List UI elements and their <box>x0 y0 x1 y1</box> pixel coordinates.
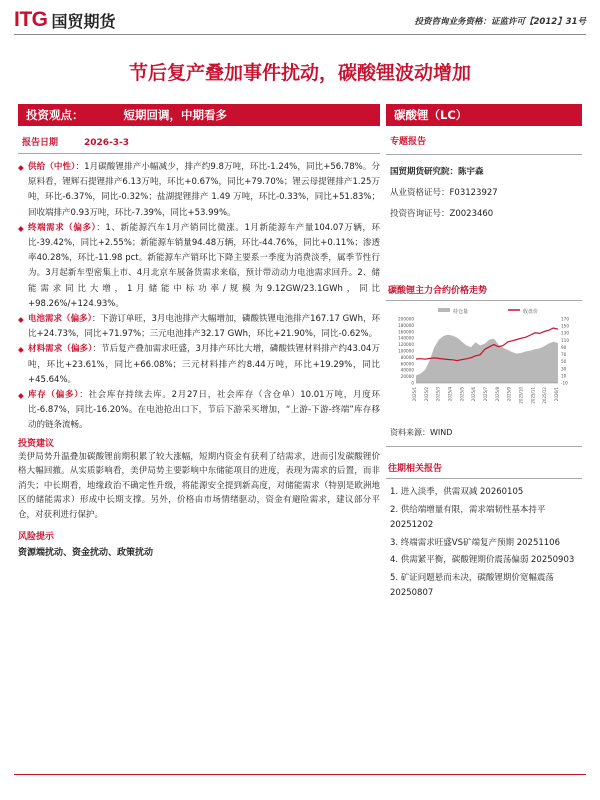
x-tick-label: 2025/4 <box>447 387 453 402</box>
x-tick-label: 2025/5 <box>459 387 465 402</box>
y-tick-right: 90 <box>561 344 567 350</box>
y-tick-left: 100000 <box>398 348 414 354</box>
qualification-text: 投资咨询业务资格：证监许可【2012】31号 <box>414 17 586 27</box>
y-tick-right: 170 <box>561 316 569 322</box>
bullet-label: 库存（偏多） <box>28 390 80 401</box>
y-tick-right: 50 <box>561 359 567 365</box>
y-tick-right: 70 <box>561 352 567 358</box>
product-bar: 碳酸锂（LC） <box>386 104 582 126</box>
bullet-supply <box>18 160 380 221</box>
page-header <box>0 0 600 40</box>
special-report-divider <box>386 154 582 155</box>
cert-line <box>386 186 582 198</box>
investment-view-bar <box>18 104 380 126</box>
x-tick-label: 2025/10 <box>518 387 524 404</box>
y-tick-right: 150 <box>561 323 569 329</box>
report-date <box>18 135 380 148</box>
risk-heading: 风险提示 <box>18 531 55 542</box>
related-reports-heading: 往期相关报告 <box>388 464 443 474</box>
y-tick-left: 160000 <box>398 329 414 335</box>
investment-view-text: 短期回调，中期看多 <box>123 108 227 122</box>
x-tick-label: 2025/7 <box>483 387 488 402</box>
bullet-text: ：1、新能源汽车1月产销同比微涨。1月新能源车产量104.07万辆，环比-39.42%，同比+2.55%；新能源车销量94.48万辆，环比-44.76%，同比+0.11%；渗透率40.28%，环比-11.98 pct。新能源车产销环比下降主要系一季度为消费淡季，属季节性行为。3月起新车型密集上市、4月北京车展备货需求来临，预计带动动力电池需求回升。2、储能需求同比大增，1月储能中标功率/规模为9.12GW/23.1GWh，同比+98.26%/+124.93%。 <box>28 222 380 309</box>
price-chart <box>386 305 582 417</box>
y-tick-left: 200000 <box>398 316 414 322</box>
bullet-battery-demand <box>18 312 380 342</box>
y-tick-left: 40000 <box>400 367 414 373</box>
x-tick-label: 2025/11 <box>530 387 536 404</box>
date-divider <box>18 153 380 154</box>
report-date-label: 报告日期 <box>22 138 59 148</box>
x-tick-label: 2025/6 <box>471 387 477 402</box>
report-title: 节后复产叠加事件扰动，碳酸锂波动增加 <box>128 62 471 84</box>
analyst-label: 国贸期货研究院： <box>390 167 459 177</box>
chart-title: 碳酸锂主力合约价格走势 <box>388 286 488 296</box>
bullet-list <box>18 160 380 434</box>
x-tick-label: 2025/1 <box>412 387 417 402</box>
y-tick-left: 180000 <box>398 322 414 328</box>
bullet-label: 电池需求（偏多） <box>28 314 92 325</box>
bullet-inventory <box>18 388 380 434</box>
right-column <box>386 104 582 604</box>
investment-view-label: 投资观点： <box>26 108 84 122</box>
y-tick-left: 60000 <box>400 361 414 367</box>
risk-body: 资源端扰动、资金扰动、政策扰动 <box>18 547 154 558</box>
investment-view-heading: 投资建议 <box>18 438 55 449</box>
company-logo <box>14 8 116 32</box>
bullet-text: ：1月碳酸锂排产小幅减少，排产约9.8万吨，环比-1.24%，同比+56.78%。分原料看，锂辉石提锂排产6.13万吨，环比+0.67%，同比+79.70%；锂云母提锂排产1.25万吨，环比-6.37%，同比-0.32%；盐湖提锂排产 1.49 万吨，环比-0.33%，同比+51.83%；回收端排产0.93万吨，环比-7.39%，同比+53.99%。 <box>28 162 380 218</box>
x-tick-label: 2025/2 <box>423 387 429 402</box>
x-tick-label: 2026/1 <box>554 387 559 402</box>
cert-value: F03123927 <box>449 188 498 198</box>
y-tick-right: -10 <box>561 380 568 386</box>
left-column <box>18 104 380 558</box>
logo-company-name: 国贸期货 <box>51 11 116 31</box>
x-tick-label: 2025/12 <box>542 387 548 404</box>
bullet-label: 供给（中性） <box>28 162 76 172</box>
investment-view-body: 美伊局势升温叠加碳酸锂前期积累了较大涨幅，短期内资金有获利了结需求，进而引发碳酸锂价格大幅回撤。从实质影响看，美伊局势主要影响中东储能项目的进度，表现为需求的后置，而非消失；中长期看，地缘政治不确定性升级，将能源安全提到新高度，对储能需求（特别是欧洲地区的储能需求）形成中长期支撑。另外，价格由市场情绪驱动，资金有避险需求，建议部分平仓，对获利进行保护。 <box>18 451 380 521</box>
price-chart-svg <box>386 305 582 417</box>
y-tick-left: 20000 <box>400 374 414 380</box>
legend-label-volume: 持仓量 <box>453 309 469 315</box>
y-tick-left: 0 <box>411 380 414 386</box>
y-tick-left: 140000 <box>398 335 414 341</box>
bullet-label: 终端需求（偏多） <box>28 222 97 233</box>
source-divider <box>386 446 582 447</box>
special-report-label: 专题报告 <box>390 137 427 147</box>
related-report-item[interactable]: 2. 供给端增量有限，需求端韧性基本持平 20251202 <box>390 504 546 530</box>
bullet-terminal-demand <box>18 221 380 312</box>
y-tick-right: 10 <box>561 373 567 379</box>
bullet-label: 材料需求（偏多） <box>28 344 93 355</box>
y-tick-left: 80000 <box>400 354 414 360</box>
cert-label: 投资咨询证号： <box>390 209 450 219</box>
header-divider <box>14 34 586 35</box>
series-area-volume <box>416 335 558 383</box>
x-tick-label: 2025/8 <box>494 387 500 402</box>
cert-label: 从业资格证号： <box>390 188 450 198</box>
related-report-item[interactable]: 5. 矿证问题悬而未决，碳酸锂期价宽幅震荡 20250807 <box>390 572 554 598</box>
chart-title-divider <box>386 300 582 301</box>
cert-value: Z0023460 <box>449 209 494 219</box>
related-reports-divider <box>386 478 582 479</box>
bullet-text: ：节后复产叠加需求旺盛，3月排产环比大增，磷酸铁锂材料排产约43.04万吨，环比+23.61%，同比+66.08%；三元材料排产约8.44万吨，环比+19.29%，同比+45.64%。 <box>28 344 380 385</box>
legend-label-price: 收盘价 <box>523 309 539 315</box>
logo-itg-text: ITG <box>14 8 48 31</box>
y-tick-right: 110 <box>561 337 569 343</box>
report-date-value: 2026-3-3 <box>84 138 130 148</box>
related-report-item[interactable]: 3. 终端需求旺盛VS矿端复产预期 20251106 <box>390 537 560 548</box>
y-tick-right: 30 <box>561 366 567 372</box>
y-tick-right: 130 <box>561 330 569 336</box>
bullet-material-demand <box>18 342 380 388</box>
x-tick-label: 2025/9 <box>506 387 512 402</box>
y-tick-left: 120000 <box>398 342 414 348</box>
analyst-name: 陈宇森 <box>458 167 484 177</box>
cert-line <box>386 207 582 219</box>
bullet-text: ：下游订单旺，3月电池排产大幅增加，磷酸铁锂电池排产167.17 GWh，环比+24.73%，同比+71.97%；三元电池排产32.17 GWh，环比+21.90%，同比-0.62%。 <box>28 314 380 340</box>
x-tick-label: 2025/3 <box>435 387 441 402</box>
related-reports-list <box>386 485 582 602</box>
legend-swatch-volume <box>438 308 450 312</box>
analyst-line <box>386 165 582 177</box>
related-report-item[interactable]: 1. 进入淡季，供需双减 20260105 <box>390 487 524 497</box>
footer-divider <box>14 774 586 775</box>
related-report-item[interactable]: 4. 供需紧平衡，碳酸锂期价震荡偏弱 20250903 <box>390 555 575 565</box>
chart-source: 资料来源：WIND <box>390 428 453 437</box>
bullet-text: ：社会库存持续去库。2月27日，社会库存（含仓单）10.01万吨，月度环比-6.87%，同比-16.20%。在电池抢出口下，节后下游采买增加，“上游-下游-终端”库存移动的链条流畅。 <box>28 390 380 431</box>
